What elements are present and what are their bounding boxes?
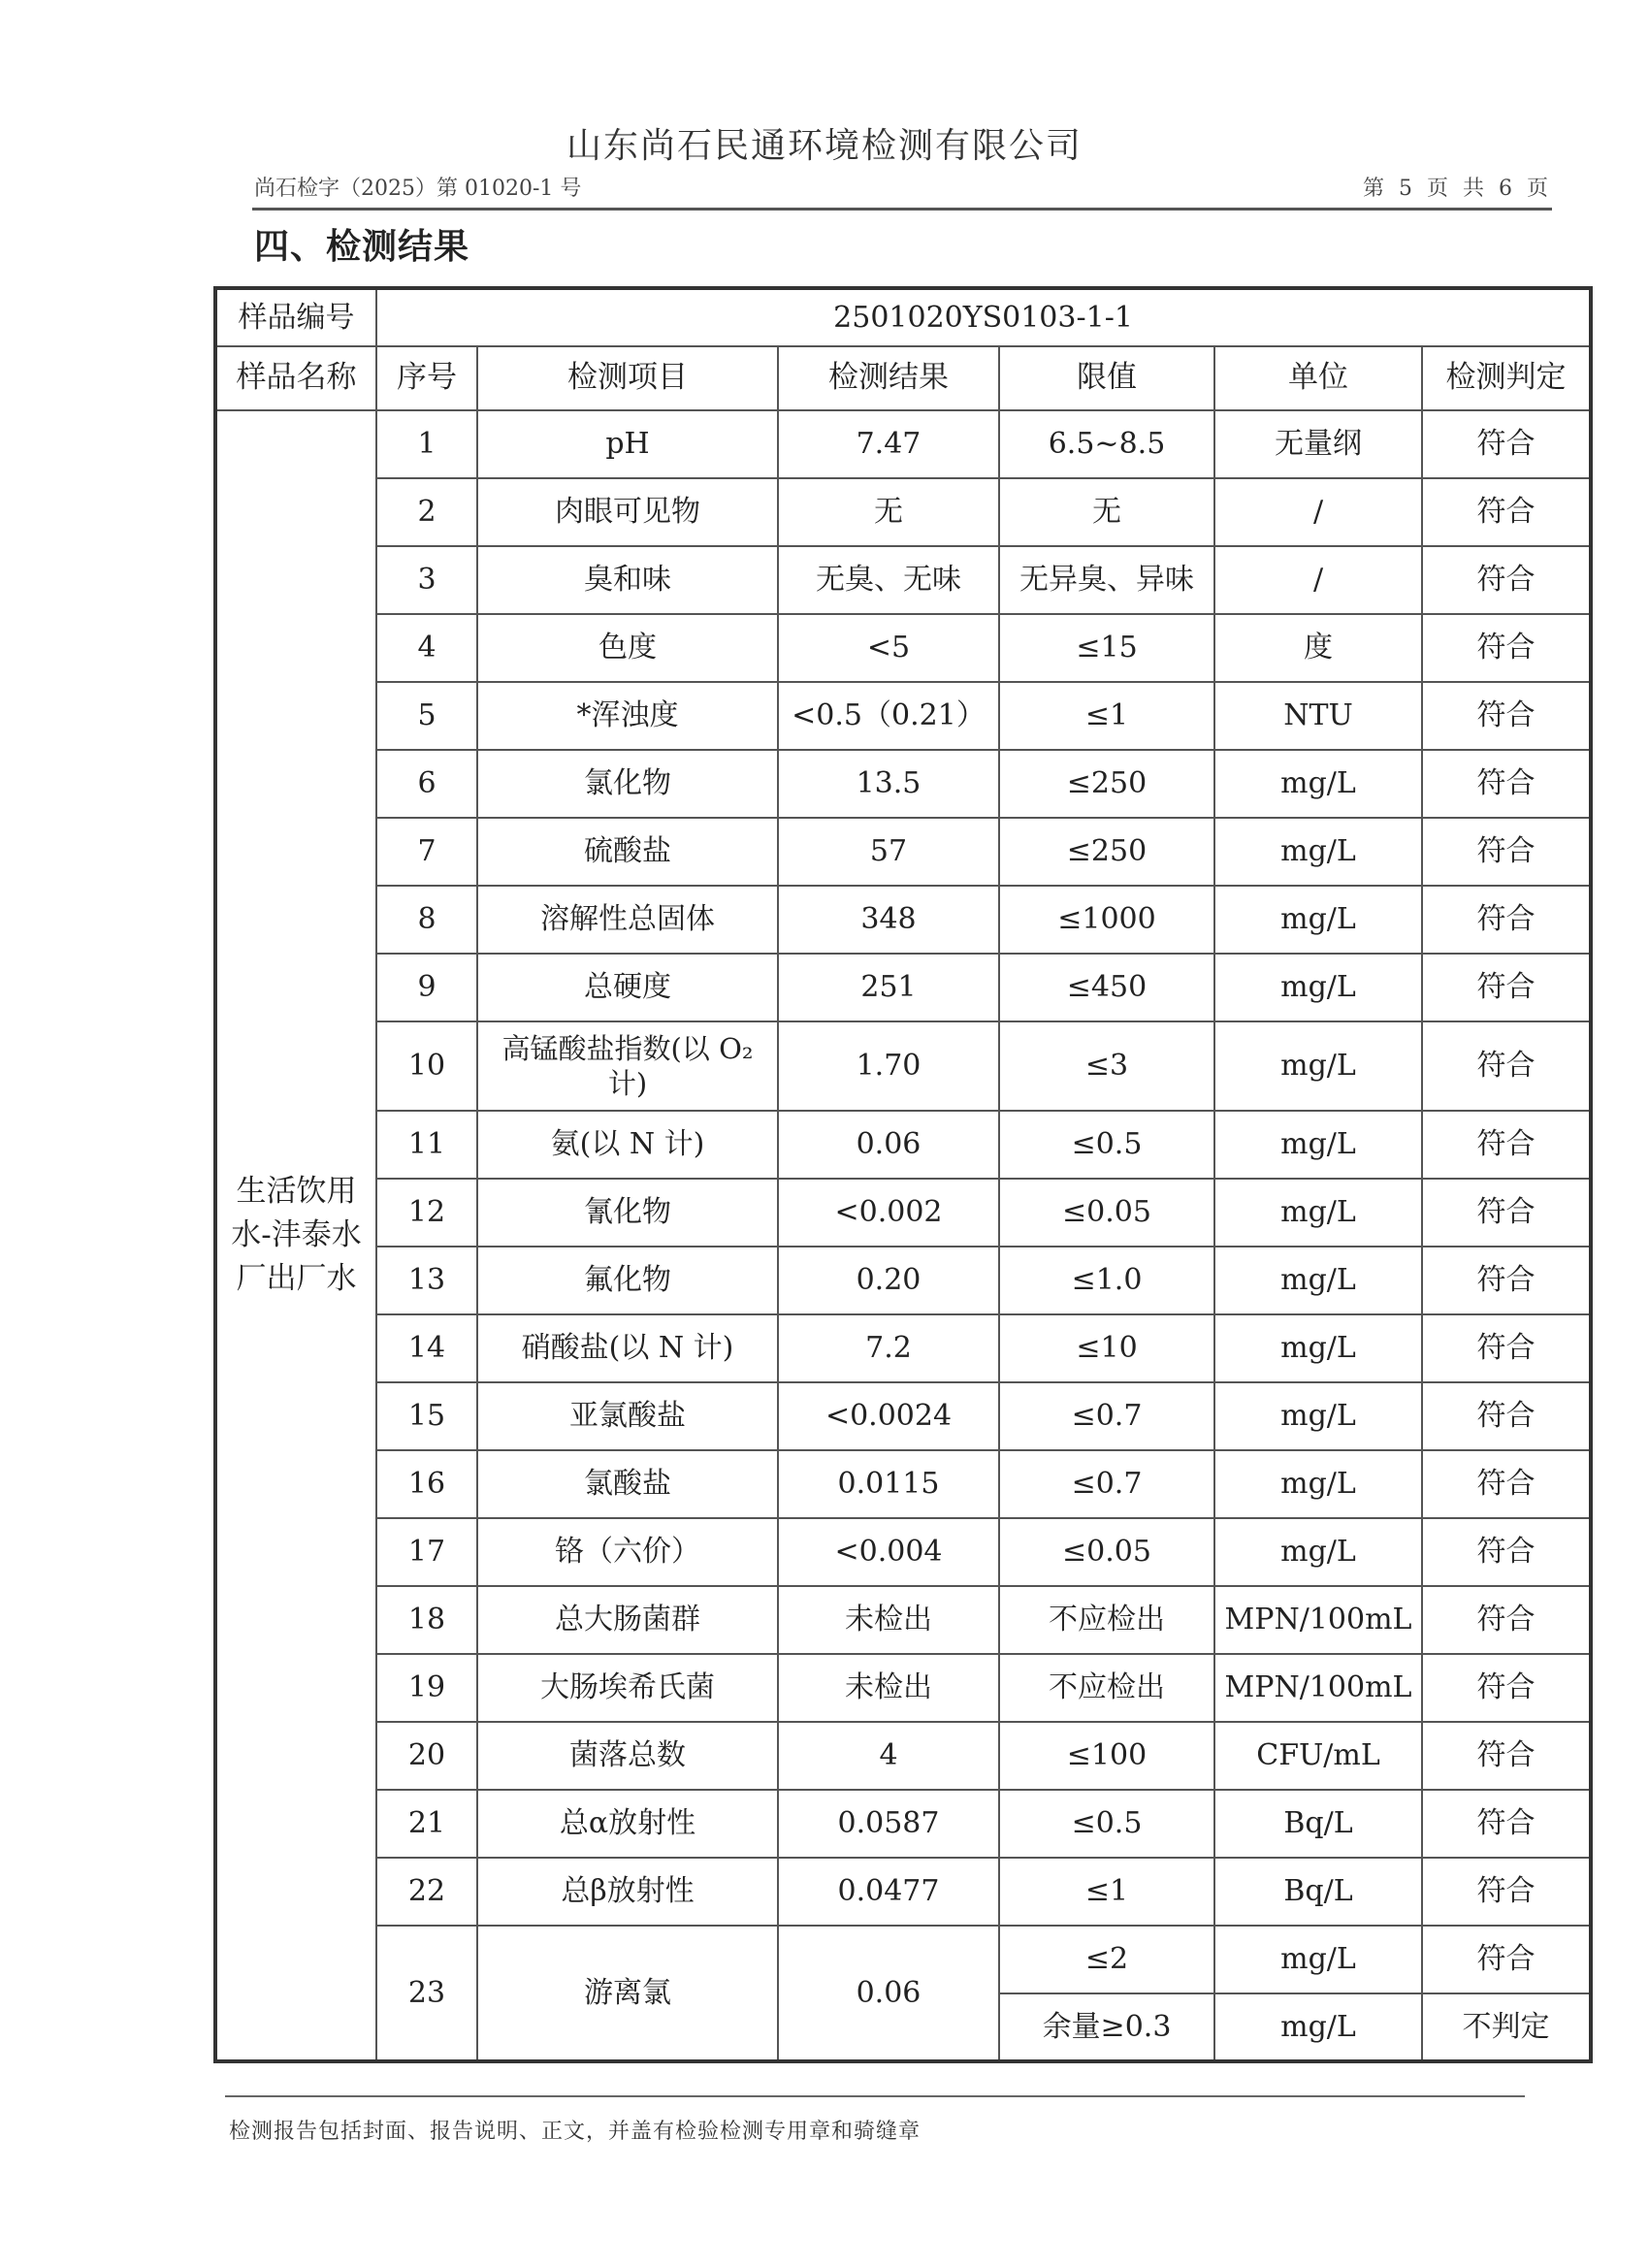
row-limit: ≤0.05 — [999, 1179, 1214, 1247]
row-limit: ≤2 — [999, 1926, 1214, 1993]
page-info: 第 5 页 共 6 页 — [1363, 177, 1552, 201]
row-result: 0.0477 — [778, 1858, 999, 1926]
row-item: pH — [477, 410, 778, 478]
row-judgement: 符合 — [1422, 818, 1591, 886]
row-item: 大肠埃希氏菌 — [477, 1654, 778, 1722]
footnote: 检测报告包括封面、报告说明、正文，并盖有检验检测专用章和骑缝章 — [229, 2120, 922, 2144]
row-result: 13.5 — [778, 750, 999, 818]
row-judgement: 符合 — [1422, 1518, 1591, 1586]
row-item: 肉眼可见物 — [477, 478, 778, 546]
table-row — [215, 1858, 1591, 1926]
row-limit: ≤1.0 — [999, 1247, 1214, 1314]
row-seq: 11 — [376, 1111, 477, 1179]
row-result: 未检出 — [778, 1586, 999, 1654]
row-result: 未检出 — [778, 1654, 999, 1722]
header-result: 检测结果 — [778, 346, 999, 410]
row-unit: mg/L — [1214, 1993, 1422, 2061]
row-unit: mg/L — [1214, 818, 1422, 886]
report-subheader — [252, 167, 1552, 211]
row-limit: 不应检出 — [999, 1586, 1214, 1654]
row-judgement: 符合 — [1422, 954, 1591, 1021]
row-item: 总β放射性 — [477, 1858, 778, 1926]
row-result: <0.004 — [778, 1518, 999, 1586]
row-seq: 6 — [376, 750, 477, 818]
sample-number-label: 样品编号 — [215, 288, 376, 346]
row-unit: mg/L — [1214, 1111, 1422, 1179]
table-row — [215, 1021, 1591, 1111]
row-unit: mg/L — [1214, 1179, 1422, 1247]
row-item: 硝酸盐(以 N 计) — [477, 1314, 778, 1382]
row-item: 总α放射性 — [477, 1790, 778, 1858]
row-unit: 无量纲 — [1214, 410, 1422, 478]
row-limit: ≤1 — [999, 1858, 1214, 1926]
row-result: 无 — [778, 478, 999, 546]
row-unit: mg/L — [1214, 1518, 1422, 1586]
row-result: 1.70 — [778, 1021, 999, 1111]
row-result: 57 — [778, 818, 999, 886]
row-seq: 1 — [376, 410, 477, 478]
row-seq: 23 — [376, 1926, 477, 2061]
row-limit: ≤100 — [999, 1722, 1214, 1790]
row-item: 高锰酸盐指数(以 O₂ 计) — [477, 1021, 778, 1111]
table-row — [215, 1111, 1591, 1179]
row-judgement: 符合 — [1422, 1586, 1591, 1654]
results-table — [213, 286, 1593, 2063]
row-result: 4 — [778, 1722, 999, 1790]
header-limit: 限值 — [999, 346, 1214, 410]
table-row — [215, 1722, 1591, 1790]
row-judgement: 符合 — [1422, 1179, 1591, 1247]
row-limit: ≤250 — [999, 750, 1214, 818]
row-judgement: 符合 — [1422, 1247, 1591, 1314]
row-limit: ≤0.5 — [999, 1790, 1214, 1858]
row-result: <0.5（0.21） — [778, 682, 999, 750]
row-result: 7.2 — [778, 1314, 999, 1382]
row-seq: 14 — [376, 1314, 477, 1382]
row-seq: 18 — [376, 1586, 477, 1654]
table-row — [215, 1790, 1591, 1858]
row-seq: 7 — [376, 818, 477, 886]
row-judgement: 符合 — [1422, 410, 1591, 478]
row-limit: ≤1 — [999, 682, 1214, 750]
row-unit: MPN/100mL — [1214, 1654, 1422, 1722]
row-unit: NTU — [1214, 682, 1422, 750]
row-unit: MPN/100mL — [1214, 1586, 1422, 1654]
table-row — [215, 1450, 1591, 1518]
row-limit: ≤0.5 — [999, 1111, 1214, 1179]
row-unit: mg/L — [1214, 1021, 1422, 1111]
footer-rule — [225, 2095, 1525, 2097]
row-judgement: 符合 — [1422, 1926, 1591, 1993]
header-judgement: 检测判定 — [1422, 346, 1591, 410]
sample-number-value: 2501020YS0103-1-1 — [376, 288, 1591, 346]
section-title: 四、检测结果 — [254, 226, 470, 267]
row-unit: mg/L — [1214, 750, 1422, 818]
row-limit: ≤450 — [999, 954, 1214, 1021]
row-seq: 3 — [376, 546, 477, 614]
row-result: 0.06 — [778, 1926, 999, 2061]
row-item: 氰化物 — [477, 1179, 778, 1247]
row-seq: 21 — [376, 1790, 477, 1858]
report-number: 尚石检字（2025）第 01020-1 号 — [254, 177, 582, 201]
row-limit: ≤0.7 — [999, 1450, 1214, 1518]
row-result: 7.47 — [778, 410, 999, 478]
row-unit: / — [1214, 478, 1422, 546]
row-judgement: 符合 — [1422, 886, 1591, 954]
row-result: 0.20 — [778, 1247, 999, 1314]
row-seq: 15 — [376, 1382, 477, 1450]
row-item: 色度 — [477, 614, 778, 682]
row-item: 硫酸盐 — [477, 818, 778, 886]
row-result: 251 — [778, 954, 999, 1021]
table-row — [215, 954, 1591, 1021]
row-judgement: 符合 — [1422, 546, 1591, 614]
row-result: 0.0587 — [778, 1790, 999, 1858]
row-limit: ≤15 — [999, 614, 1214, 682]
row-seq: 2 — [376, 478, 477, 546]
table-row — [215, 614, 1591, 682]
row-item: 总大肠菌群 — [477, 1586, 778, 1654]
row-seq: 8 — [376, 886, 477, 954]
row-result: <5 — [778, 614, 999, 682]
row-judgement: 符合 — [1422, 1111, 1591, 1179]
header-item: 检测项目 — [477, 346, 778, 410]
table-row — [215, 546, 1591, 614]
table-row — [215, 886, 1591, 954]
table-row — [215, 1179, 1591, 1247]
table-row — [215, 1314, 1591, 1382]
row-item: 游离氯 — [477, 1926, 778, 2061]
row-limit: 无 — [999, 478, 1214, 546]
row-limit: 余量≥0.3 — [999, 1993, 1214, 2061]
row-result: 0.06 — [778, 1111, 999, 1179]
row-unit: mg/L — [1214, 1450, 1422, 1518]
sample-name-cell: 生活饮用水-沣泰水厂出厂水 — [215, 410, 376, 2061]
row-item: 菌落总数 — [477, 1722, 778, 1790]
row-seq: 19 — [376, 1654, 477, 1722]
row-judgement: 符合 — [1422, 1654, 1591, 1722]
row-seq: 12 — [376, 1179, 477, 1247]
row-unit: mg/L — [1214, 1382, 1422, 1450]
row-seq: 17 — [376, 1518, 477, 1586]
row-limit: ≤3 — [999, 1021, 1214, 1111]
row-item: 亚氯酸盐 — [477, 1382, 778, 1450]
row-unit: Bq/L — [1214, 1790, 1422, 1858]
row-limit: 无异臭、异味 — [999, 546, 1214, 614]
row-result: <0.0024 — [778, 1382, 999, 1450]
table-row — [215, 1518, 1591, 1586]
table-row — [215, 682, 1591, 750]
header-seq: 序号 — [376, 346, 477, 410]
row-item: 氯酸盐 — [477, 1450, 778, 1518]
row-item: 铬（六价） — [477, 1518, 778, 1586]
row-result: 348 — [778, 886, 999, 954]
row-judgement: 符合 — [1422, 1790, 1591, 1858]
row-item: 氟化物 — [477, 1247, 778, 1314]
row-item: 臭和味 — [477, 546, 778, 614]
row-unit: mg/L — [1214, 1314, 1422, 1382]
row-unit: mg/L — [1214, 886, 1422, 954]
row-unit: Bq/L — [1214, 1858, 1422, 1926]
table-row — [215, 478, 1591, 546]
row-limit: 6.5~8.5 — [999, 410, 1214, 478]
row-seq: 20 — [376, 1722, 477, 1790]
row-judgement: 符合 — [1422, 478, 1591, 546]
sample-number-row — [215, 288, 1591, 346]
row-item: 总硬度 — [477, 954, 778, 1021]
row-limit: 不应检出 — [999, 1654, 1214, 1722]
row-unit: CFU/mL — [1214, 1722, 1422, 1790]
row-item: 溶解性总固体 — [477, 886, 778, 954]
row-unit: 度 — [1214, 614, 1422, 682]
row-judgement: 符合 — [1422, 682, 1591, 750]
row-unit: mg/L — [1214, 954, 1422, 1021]
header-sample-name: 样品名称 — [215, 346, 376, 410]
row-limit: ≤0.7 — [999, 1382, 1214, 1450]
table-row — [215, 1654, 1591, 1722]
row-limit: ≤10 — [999, 1314, 1214, 1382]
row-seq: 22 — [376, 1858, 477, 1926]
row-seq: 13 — [376, 1247, 477, 1314]
row-judgement: 符合 — [1422, 1021, 1591, 1111]
table-row — [215, 1382, 1591, 1450]
row-limit: ≤250 — [999, 818, 1214, 886]
row-item: 氨(以 N 计) — [477, 1111, 778, 1179]
header-unit: 单位 — [1214, 346, 1422, 410]
row-judgement: 符合 — [1422, 1382, 1591, 1450]
row-seq: 4 — [376, 614, 477, 682]
row-limit: ≤0.05 — [999, 1518, 1214, 1586]
row-judgement: 符合 — [1422, 1858, 1591, 1926]
row-item: *浑浊度 — [477, 682, 778, 750]
row-result: <0.002 — [778, 1179, 999, 1247]
row-judgement: 符合 — [1422, 1450, 1591, 1518]
row-judgement: 符合 — [1422, 750, 1591, 818]
row-item: 氯化物 — [477, 750, 778, 818]
row-judgement: 不判定 — [1422, 1993, 1591, 2061]
row-seq: 16 — [376, 1450, 477, 1518]
row-judgement: 符合 — [1422, 614, 1591, 682]
row-seq: 10 — [376, 1021, 477, 1111]
company-name: 山东尚石民通环境检测有限公司 — [566, 126, 1083, 166]
table-row — [215, 1586, 1591, 1654]
table-row — [215, 410, 1591, 478]
row-unit: mg/L — [1214, 1247, 1422, 1314]
row-unit: / — [1214, 546, 1422, 614]
table-row — [215, 750, 1591, 818]
row-seq: 5 — [376, 682, 477, 750]
row-limit: ≤1000 — [999, 886, 1214, 954]
row-result: 0.0115 — [778, 1450, 999, 1518]
row-judgement: 符合 — [1422, 1722, 1591, 1790]
row-seq: 9 — [376, 954, 477, 1021]
table-row — [215, 1926, 1591, 1993]
table-row — [215, 1247, 1591, 1314]
table-row — [215, 818, 1591, 886]
row-unit: mg/L — [1214, 1926, 1422, 1993]
row-result: 无臭、无味 — [778, 546, 999, 614]
header-row — [215, 346, 1591, 410]
row-judgement: 符合 — [1422, 1314, 1591, 1382]
